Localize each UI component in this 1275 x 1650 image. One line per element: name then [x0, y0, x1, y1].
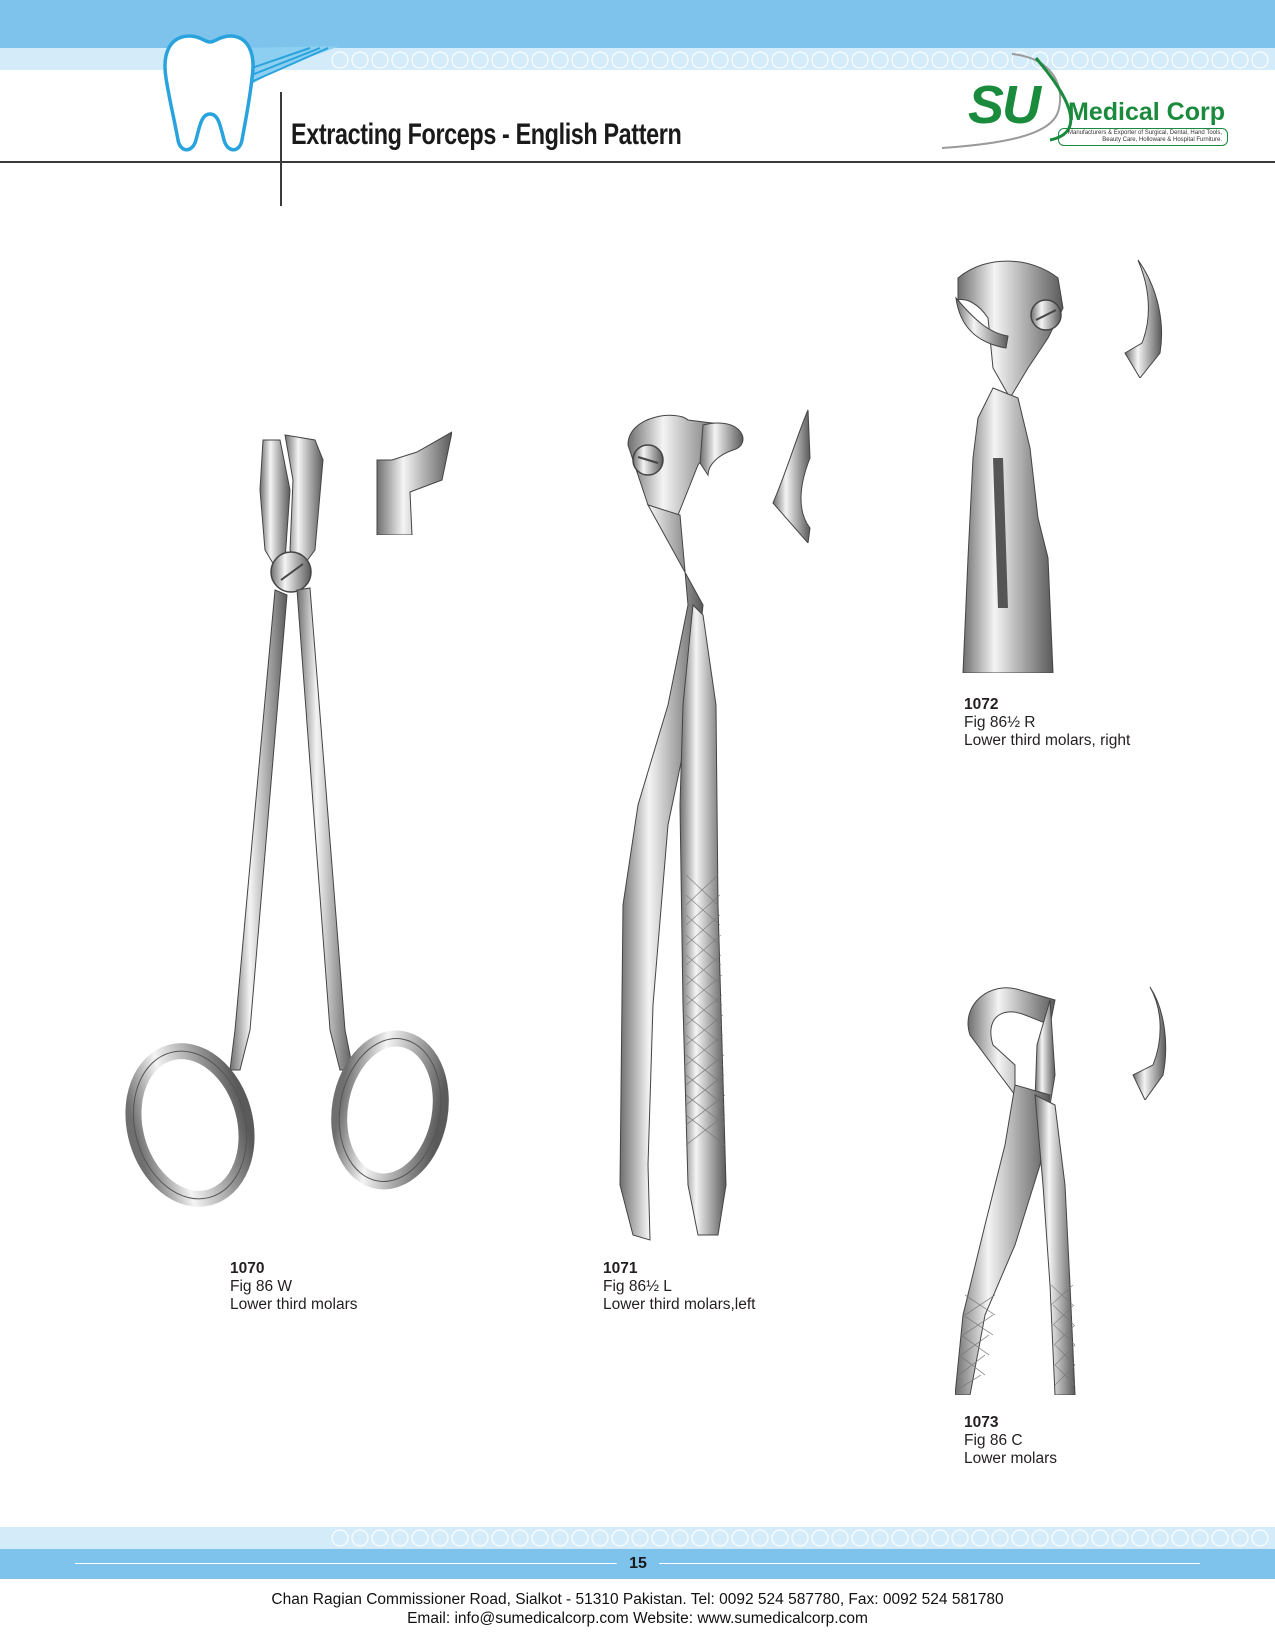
page-number: 15 [629, 1555, 647, 1572]
brand-mark: SU [968, 75, 1040, 135]
brand-name: Medical Corp [1068, 98, 1225, 126]
product-fig: Fig 86 W [230, 1278, 293, 1295]
product-code: 1072 [964, 696, 999, 713]
forceps-1070-jaw-detail [372, 430, 452, 535]
product-code: 1073 [964, 1414, 999, 1431]
brand-tagline-line2: Beauty Care, Holloware & Hospital Furniture. [1102, 137, 1222, 143]
header-divider [0, 161, 1275, 163]
forceps-1071-image [608, 405, 768, 1245]
product-fig: Fig 86 C [964, 1432, 1023, 1449]
product-fig: Fig 86½ R [964, 714, 1036, 731]
product-caption-1071 [603, 1260, 755, 1314]
product-description: Lower third molars,left [603, 1296, 756, 1313]
product-description: Lower third molars [230, 1296, 358, 1313]
forceps-1073-image [955, 985, 1115, 1395]
product-fig: Fig 86½ L [603, 1278, 672, 1295]
forceps-1071-jaw-detail [768, 408, 818, 543]
footer-contact [0, 1590, 1275, 1628]
brand-tagline [1058, 128, 1228, 146]
product-description: Lower third molars, right [964, 732, 1131, 749]
forceps-1070-image [105, 430, 475, 1220]
forceps-1072-jaw-detail [1120, 258, 1165, 378]
product-code: 1071 [603, 1260, 638, 1277]
footer-address-line: Chan Ragian Commissioner Road, Sialkot - 51310 Pakistan. Tel: 0092 524 587780, Fax: 0092 524 581780 [271, 1591, 1004, 1608]
product-caption-1072 [964, 696, 1130, 750]
brand-logo [940, 52, 1230, 152]
header-vertical-divider [280, 92, 282, 206]
footer-email-website-line: Email: info@sumedicalcorp.com Website: www.sumedicalcorp.com [407, 1610, 868, 1627]
product-caption-1070 [230, 1260, 358, 1314]
forceps-1072-image [948, 258, 1073, 673]
footer-circle-pattern [330, 1528, 1270, 1548]
forceps-1073-jaw-detail [1125, 985, 1167, 1100]
product-caption-1073 [964, 1414, 1057, 1468]
brand-tagline-line1: Manufacturers & Exporter of Surgical, Dental, Hand Tools, [1068, 130, 1222, 136]
product-description: Lower molars [964, 1450, 1058, 1467]
page-title: Extracting Forceps - English Pattern [291, 118, 682, 151]
product-code: 1070 [230, 1260, 265, 1277]
